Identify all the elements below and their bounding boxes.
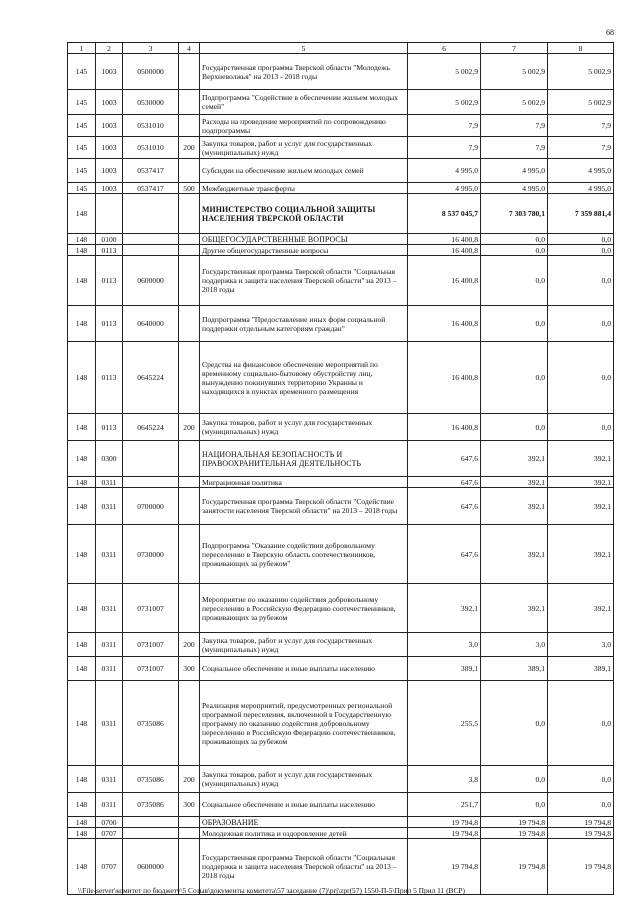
amount-year-2-cell: 7,9: [481, 137, 548, 159]
header-col-8: 8: [548, 43, 614, 54]
amount-year-2-cell: 0,0: [481, 766, 548, 793]
grbs-code-cell: 145: [68, 90, 96, 115]
amount-year-3-cell: 0,0: [548, 766, 614, 793]
grbs-code-cell: 148: [68, 441, 96, 477]
description-cell: Государственная программа Тверской области "Социальная поддержка и защита населения Тверской области" на 2013 – 2018 годы: [200, 839, 408, 895]
amount-year-1-cell: 647,6: [408, 441, 481, 477]
amount-year-1-cell: 7,9: [408, 115, 481, 137]
description-cell: Реализация мероприятий, предусмотренных региональной программой переселения, включенной в Государственную программу по оказанию содействия добровольному переселению в Российскую Федерацию соотечественников, проживающих за рубежом: [200, 681, 408, 766]
amount-year-3-cell: 7 359 881,4: [548, 194, 614, 234]
description-cell: ОБРАЗОВАНИЕ: [200, 817, 408, 828]
description-cell: Расходы на проведение мероприятий по сопровождению подпрограммы: [200, 115, 408, 137]
amount-year-3-cell: 389,1: [548, 657, 614, 681]
amount-year-1-cell: 7,9: [408, 137, 481, 159]
table-row: [68, 477, 614, 488]
section-code-cell: 1003: [96, 115, 123, 137]
amount-year-3-cell: 7,9: [548, 115, 614, 137]
expense-type-cell: 200: [179, 137, 200, 159]
grbs-code-cell: 145: [68, 115, 96, 137]
amount-year-2-cell: 7 303 780,1: [481, 194, 548, 234]
target-article-cell: 0531010: [123, 137, 179, 159]
grbs-code-cell: 148: [68, 766, 96, 793]
section-code-cell: 0707: [96, 828, 123, 839]
header-col-6: 6: [408, 43, 481, 54]
grbs-code-cell: 148: [68, 477, 96, 488]
table-row: [68, 183, 614, 194]
table-row: [68, 234, 614, 245]
grbs-code-cell: 148: [68, 817, 96, 828]
table-row: [68, 414, 614, 441]
target-article-cell: 0735086: [123, 681, 179, 766]
section-code-cell: 1003: [96, 183, 123, 194]
amount-year-1-cell: 647,6: [408, 525, 481, 584]
page-number: 68: [606, 28, 614, 37]
grbs-code-cell: 148: [68, 306, 96, 342]
target-article-cell: [123, 477, 179, 488]
target-article-cell: 0531010: [123, 115, 179, 137]
amount-year-2-cell: 392,1: [481, 441, 548, 477]
expense-type-cell: [179, 234, 200, 245]
expense-type-cell: [179, 681, 200, 766]
target-article-cell: 0500000: [123, 54, 179, 90]
expense-type-cell: [179, 54, 200, 90]
amount-year-3-cell: 392,1: [548, 488, 614, 525]
amount-year-1-cell: 16 400,8: [408, 342, 481, 414]
grbs-code-cell: 148: [68, 234, 96, 245]
description-cell: Мероприятие по оказанию содействия добровольному переселению в Российскую Федерацию соотечественников, проживающих за рубежом: [200, 584, 408, 633]
table-row: [68, 817, 614, 828]
table-row: [68, 828, 614, 839]
amount-year-3-cell: 0,0: [548, 234, 614, 245]
expense-type-cell: [179, 194, 200, 234]
amount-year-3-cell: 7,9: [548, 137, 614, 159]
amount-year-3-cell: 392,1: [548, 441, 614, 477]
section-code-cell: 0707: [96, 839, 123, 895]
expense-type-cell: [179, 441, 200, 477]
target-article-cell: 0700000: [123, 488, 179, 525]
table-row: [68, 441, 614, 477]
amount-year-2-cell: 392,1: [481, 488, 548, 525]
amount-year-3-cell: 4 995,0: [548, 159, 614, 183]
amount-year-3-cell: 19 794,8: [548, 839, 614, 895]
expense-type-cell: [179, 306, 200, 342]
section-code-cell: 0100: [96, 234, 123, 245]
amount-year-2-cell: 19 794,8: [481, 839, 548, 895]
target-article-cell: 0600000: [123, 256, 179, 306]
target-article-cell: 0600000: [123, 839, 179, 895]
amount-year-2-cell: 5 002,9: [481, 54, 548, 90]
amount-year-1-cell: 392,1: [408, 584, 481, 633]
expense-type-cell: 200: [179, 766, 200, 793]
expense-type-cell: [179, 477, 200, 488]
grbs-code-cell: 148: [68, 633, 96, 657]
target-article-cell: 0640000: [123, 306, 179, 342]
expense-type-cell: 300: [179, 793, 200, 817]
grbs-code-cell: 148: [68, 839, 96, 895]
expense-type-cell: [179, 159, 200, 183]
grbs-code-cell: 148: [68, 657, 96, 681]
amount-year-2-cell: 0,0: [481, 681, 548, 766]
expense-type-cell: [179, 525, 200, 584]
amount-year-2-cell: 0,0: [481, 306, 548, 342]
amount-year-3-cell: 0,0: [548, 256, 614, 306]
description-cell: Субсидии на обеспечение жильем молодых семей: [200, 159, 408, 183]
description-cell: МИНИСТЕРСТВО СОЦИАЛЬНОЙ ЗАЩИТЫ НАСЕЛЕНИЯ ТВЕРСКОЙ ОБЛАСТИ: [200, 194, 408, 234]
table-body: [68, 54, 614, 895]
amount-year-2-cell: 4 995,0: [481, 159, 548, 183]
grbs-code-cell: 148: [68, 793, 96, 817]
amount-year-1-cell: 8 537 045,7: [408, 194, 481, 234]
amount-year-2-cell: 0,0: [481, 234, 548, 245]
amount-year-2-cell: 0,0: [481, 793, 548, 817]
description-cell: Миграционная политика: [200, 477, 408, 488]
section-code-cell: 0113: [96, 256, 123, 306]
amount-year-3-cell: 0,0: [548, 306, 614, 342]
description-cell: Закупка товаров, работ и услуг для государственных (муниципальных) нужд: [200, 766, 408, 793]
description-cell: Межбюджетные трансферты: [200, 183, 408, 194]
grbs-code-cell: 148: [68, 256, 96, 306]
description-cell: Подпрограмма "Предоставление иных форм социальной поддержки отдельным категориям граждан": [200, 306, 408, 342]
section-code-cell: 0311: [96, 477, 123, 488]
table-row: [68, 488, 614, 525]
amount-year-1-cell: 255,5: [408, 681, 481, 766]
expense-type-cell: [179, 115, 200, 137]
target-article-cell: [123, 234, 179, 245]
amount-year-3-cell: 0,0: [548, 342, 614, 414]
amount-year-2-cell: 19 794,8: [481, 828, 548, 839]
expense-type-cell: [179, 256, 200, 306]
amount-year-1-cell: 16 400,8: [408, 245, 481, 256]
amount-year-1-cell: 3,8: [408, 766, 481, 793]
section-code-cell: 1003: [96, 137, 123, 159]
header-col-4: 4: [179, 43, 200, 54]
table-row: [68, 633, 614, 657]
section-code-cell: 1003: [96, 54, 123, 90]
grbs-code-cell: 145: [68, 159, 96, 183]
amount-year-1-cell: 5 002,9: [408, 54, 481, 90]
table-row: [68, 681, 614, 766]
expense-type-cell: 200: [179, 633, 200, 657]
section-code-cell: 0311: [96, 525, 123, 584]
target-article-cell: 0735086: [123, 793, 179, 817]
table-row: [68, 766, 614, 793]
amount-year-1-cell: 3,0: [408, 633, 481, 657]
expense-type-cell: [179, 828, 200, 839]
amount-year-3-cell: 19 794,8: [548, 828, 614, 839]
grbs-code-cell: 148: [68, 488, 96, 525]
target-article-cell: [123, 828, 179, 839]
target-article-cell: [123, 245, 179, 256]
target-article-cell: 0731007: [123, 584, 179, 633]
amount-year-2-cell: 0,0: [481, 256, 548, 306]
table-row: [68, 584, 614, 633]
amount-year-3-cell: 0,0: [548, 414, 614, 441]
expense-type-cell: 500: [179, 183, 200, 194]
amount-year-2-cell: 0,0: [481, 245, 548, 256]
description-cell: Подпрограмма "Содействие в обеспечении жильем молодых семей": [200, 90, 408, 115]
table-row: [68, 793, 614, 817]
amount-year-1-cell: 16 400,8: [408, 234, 481, 245]
amount-year-1-cell: 16 400,8: [408, 256, 481, 306]
description-cell: Государственная программа Тверской области "Содействие занятости населения Тверской области" на 2013 – 2018 годы: [200, 488, 408, 525]
description-cell: Другие общегосударственные вопросы: [200, 245, 408, 256]
amount-year-1-cell: 19 794,8: [408, 828, 481, 839]
amount-year-1-cell: 19 794,8: [408, 839, 481, 895]
expense-type-cell: [179, 488, 200, 525]
amount-year-2-cell: 7,9: [481, 115, 548, 137]
target-article-cell: [123, 441, 179, 477]
description-cell: Закупка товаров, работ и услуг для государственных (муниципальных) нужд: [200, 414, 408, 441]
amount-year-1-cell: 389,1: [408, 657, 481, 681]
section-code-cell: 0311: [96, 681, 123, 766]
table-row: [68, 90, 614, 115]
grbs-code-cell: 148: [68, 245, 96, 256]
amount-year-2-cell: 3,0: [481, 633, 548, 657]
table-row: [68, 194, 614, 234]
section-code-cell: 0113: [96, 306, 123, 342]
section-code-cell: 0311: [96, 633, 123, 657]
amount-year-2-cell: 5 002,9: [481, 90, 548, 115]
grbs-code-cell: 145: [68, 183, 96, 194]
target-article-cell: 0537417: [123, 183, 179, 194]
amount-year-3-cell: 392,1: [548, 584, 614, 633]
grbs-code-cell: 148: [68, 414, 96, 441]
header-col-3: 3: [123, 43, 179, 54]
target-article-cell: [123, 817, 179, 828]
amount-year-3-cell: 4 995,0: [548, 183, 614, 194]
table-row: [68, 54, 614, 90]
expense-type-cell: [179, 817, 200, 828]
table-row: [68, 245, 614, 256]
table-row: [68, 342, 614, 414]
description-cell: Молодежная политика и оздоровление детей: [200, 828, 408, 839]
target-article-cell: 0731007: [123, 633, 179, 657]
amount-year-1-cell: 16 400,8: [408, 414, 481, 441]
grbs-code-cell: 148: [68, 584, 96, 633]
amount-year-1-cell: 647,6: [408, 477, 481, 488]
file-path-footer: \\File-server\комитет по бюджету\5 Созыв\документы комитета\57 заседание (7)\prj\zpr(57) 1550-П-5\Прил 5 Прил 11 (ВСР): [78, 886, 465, 895]
table-row: [68, 256, 614, 306]
table-row: [68, 525, 614, 584]
amount-year-2-cell: 389,1: [481, 657, 548, 681]
amount-year-2-cell: 392,1: [481, 584, 548, 633]
amount-year-3-cell: 0,0: [548, 681, 614, 766]
amount-year-3-cell: 19 794,8: [548, 817, 614, 828]
amount-year-1-cell: 4 995,0: [408, 159, 481, 183]
description-cell: Государственная программа Тверской области "Социальная поддержка и защита населения Тверской области" на 2013 – 2018 годы: [200, 256, 408, 306]
target-article-cell: [123, 194, 179, 234]
budget-table: [67, 42, 614, 895]
amount-year-2-cell: 0,0: [481, 342, 548, 414]
target-article-cell: 0537417: [123, 159, 179, 183]
expense-type-cell: 300: [179, 657, 200, 681]
header-col-5: 5: [200, 43, 408, 54]
table-row: [68, 657, 614, 681]
amount-year-2-cell: 392,1: [481, 477, 548, 488]
table-header-row: [68, 43, 614, 54]
target-article-cell: 0731007: [123, 657, 179, 681]
grbs-code-cell: 148: [68, 194, 96, 234]
header-col-1: 1: [68, 43, 96, 54]
section-code-cell: 0311: [96, 793, 123, 817]
description-cell: Закупка товаров, работ и услуг для государственных (муниципальных) нужд: [200, 633, 408, 657]
amount-year-1-cell: 19 794,8: [408, 817, 481, 828]
section-code-cell: 0311: [96, 657, 123, 681]
table-row: [68, 159, 614, 183]
target-article-cell: 0645224: [123, 342, 179, 414]
section-code-cell: 0300: [96, 441, 123, 477]
description-cell: НАЦИОНАЛЬНАЯ БЕЗОПАСНОСТЬ И ПРАВООХРАНИТЕЛЬНАЯ ДЕЯТЕЛЬНОСТЬ: [200, 441, 408, 477]
grbs-code-cell: 148: [68, 525, 96, 584]
amount-year-1-cell: 4 995,0: [408, 183, 481, 194]
table-row: [68, 306, 614, 342]
expense-type-cell: [179, 342, 200, 414]
grbs-code-cell: 145: [68, 54, 96, 90]
grbs-code-cell: 145: [68, 137, 96, 159]
amount-year-3-cell: 3,0: [548, 633, 614, 657]
description-cell: Средства на финансовое обеспечение мероприятий по временному социально-бытовому обустройству лиц, вынужденно покинувших территорию Украины и находящихся в пунктах временного размещения: [200, 342, 408, 414]
target-article-cell: 0645224: [123, 414, 179, 441]
amount-year-3-cell: 392,1: [548, 525, 614, 584]
header-col-2: 2: [96, 43, 123, 54]
grbs-code-cell: 148: [68, 342, 96, 414]
section-code-cell: 0700: [96, 817, 123, 828]
expense-type-cell: [179, 584, 200, 633]
amount-year-1-cell: 5 002,9: [408, 90, 481, 115]
description-cell: Социальное обеспечение и иные выплаты населению: [200, 657, 408, 681]
target-article-cell: 0530000: [123, 90, 179, 115]
expense-type-cell: [179, 245, 200, 256]
description-cell: ОБЩЕГОСУДАРСТВЕННЫЕ ВОПРОСЫ: [200, 234, 408, 245]
amount-year-1-cell: 647,6: [408, 488, 481, 525]
section-code-cell: 0113: [96, 342, 123, 414]
amount-year-2-cell: 19 794,8: [481, 817, 548, 828]
expense-type-cell: 200: [179, 414, 200, 441]
section-code-cell: 0311: [96, 488, 123, 525]
amount-year-1-cell: 16 400,8: [408, 306, 481, 342]
section-code-cell: 1003: [96, 159, 123, 183]
expense-type-cell: [179, 90, 200, 115]
amount-year-1-cell: 251,7: [408, 793, 481, 817]
amount-year-2-cell: 4 995,0: [481, 183, 548, 194]
description-cell: Закупка товаров, работ и услуг для государственных (муниципальных) нужд: [200, 137, 408, 159]
target-article-cell: 0735086: [123, 766, 179, 793]
section-code-cell: 0113: [96, 414, 123, 441]
table-row: [68, 115, 614, 137]
amount-year-2-cell: 392,1: [481, 525, 548, 584]
section-code-cell: [96, 194, 123, 234]
description-cell: Государственная программа Тверской области "Молодежь Верхневолжья" на 2013 - 2018 годы: [200, 54, 408, 90]
section-code-cell: 0311: [96, 584, 123, 633]
section-code-cell: 0311: [96, 766, 123, 793]
amount-year-3-cell: 0,0: [548, 793, 614, 817]
amount-year-2-cell: 0,0: [481, 414, 548, 441]
section-code-cell: 1003: [96, 90, 123, 115]
description-cell: Социальное обеспечение и иные выплаты населению: [200, 793, 408, 817]
target-article-cell: 0730000: [123, 525, 179, 584]
description-cell: Подпрограмма "Оказание содействия добровольному переселению в Тверскую область соотечественников, проживающих за рубежом": [200, 525, 408, 584]
section-code-cell: 0113: [96, 245, 123, 256]
amount-year-3-cell: 392,1: [548, 477, 614, 488]
amount-year-3-cell: 5 002,9: [548, 54, 614, 90]
amount-year-3-cell: 5 002,9: [548, 90, 614, 115]
table-row: [68, 137, 614, 159]
grbs-code-cell: 148: [68, 681, 96, 766]
amount-year-3-cell: 0,0: [548, 245, 614, 256]
grbs-code-cell: 148: [68, 828, 96, 839]
header-col-7: 7: [481, 43, 548, 54]
